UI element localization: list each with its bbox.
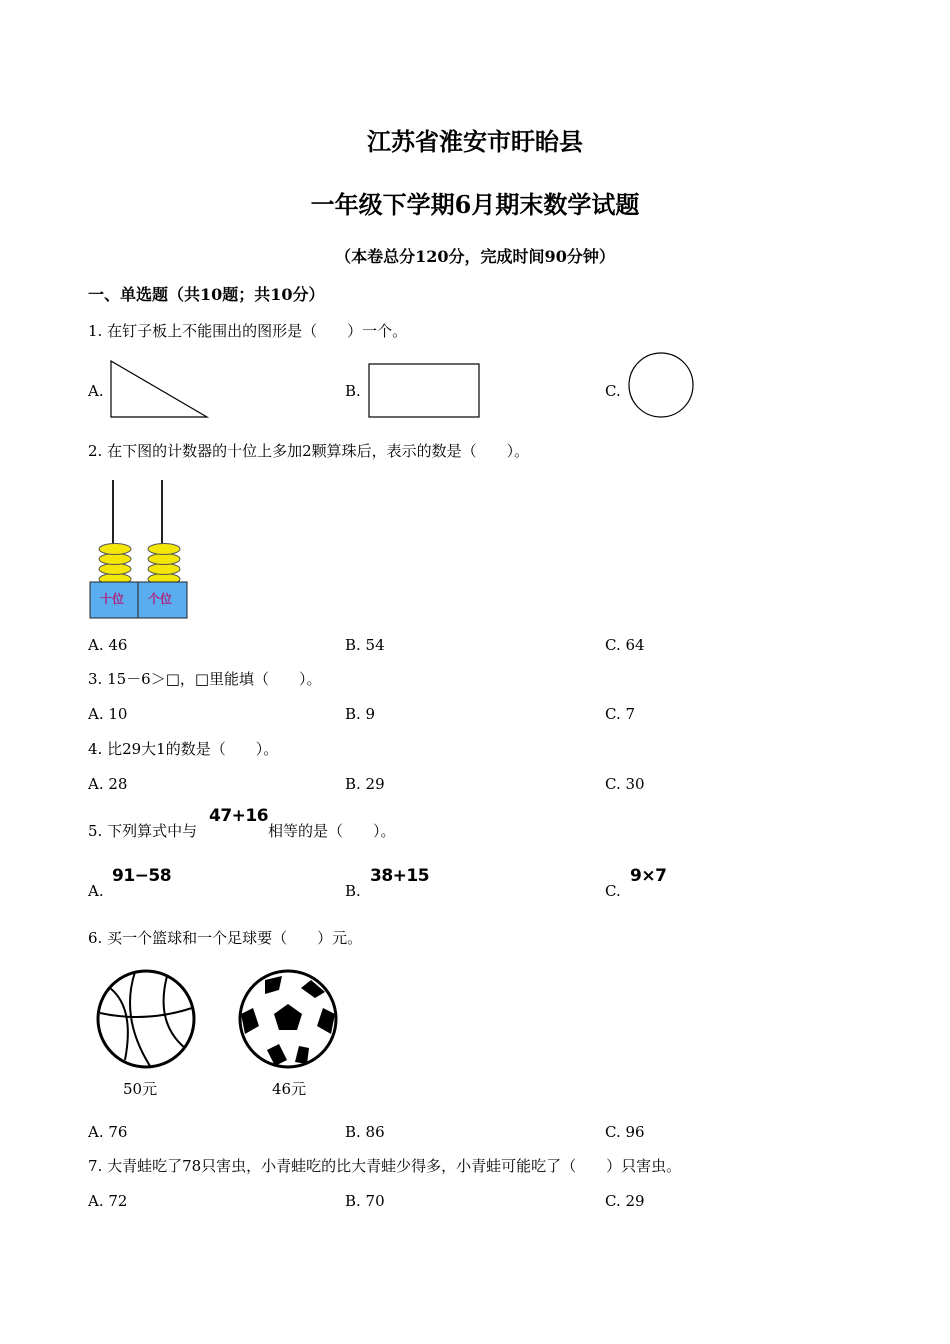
circle-shape xyxy=(627,351,695,419)
title-line-1: 江苏省淮安市盱眙县 xyxy=(367,127,583,156)
q5-expression: 47+16 xyxy=(209,806,269,826)
tens-label: 十位 xyxy=(100,592,125,606)
q5-option-c: C. xyxy=(605,882,621,900)
question-5-prefix: 5. 下列算式中与 xyxy=(88,822,198,840)
question-4: 4. 比29大1的数是（ ）。 xyxy=(88,740,279,758)
q4-option-b: B. 29 xyxy=(345,775,385,793)
question-3: 3. 15－6＞□，□里能填（ ）。 xyxy=(88,670,322,688)
q4-option-a: A. 28 xyxy=(88,775,128,793)
q7-option-a: A. 72 xyxy=(88,1192,128,1210)
q3-option-a: A. 10 xyxy=(88,705,128,723)
rectangle-shape xyxy=(368,363,482,419)
triangle-shape xyxy=(110,360,210,420)
question-7: 7. 大青蛙吃了78只害虫，小青蛙吃的比大青蛙少得多，小青蛙可能吃了（ ）只害虫。 xyxy=(88,1157,682,1175)
q5-option-c-expr: 9×7 xyxy=(630,866,667,886)
q2-option-a: A. 46 xyxy=(88,636,128,654)
basketball-image xyxy=(95,968,197,1070)
q2-option-c: C. 64 xyxy=(605,636,645,654)
football-price: 46元 xyxy=(272,1080,307,1098)
q6-option-b: B. 86 xyxy=(345,1123,385,1141)
q3-option-b: B. 9 xyxy=(345,705,376,723)
ones-label: 个位 xyxy=(148,592,173,606)
title-line-2: 一年级下学期6月期末数学试题 xyxy=(310,190,640,219)
score-note: （本卷总分120分，完成时间90分钟） xyxy=(335,247,615,266)
abacus-image xyxy=(88,478,193,623)
q7-option-c: C. 29 xyxy=(605,1192,645,1210)
q5-option-a: A. xyxy=(88,882,104,900)
q3-option-c: C. 7 xyxy=(605,705,636,723)
q5-option-b: B. xyxy=(345,882,361,900)
q4-option-c: C. 30 xyxy=(605,775,645,793)
question-6: 6. 买一个篮球和一个足球要（ ）元。 xyxy=(88,929,363,947)
q5-option-b-expr: 38+15 xyxy=(370,866,430,886)
q1-option-c: C. xyxy=(605,382,621,400)
q6-option-c: C. 96 xyxy=(605,1123,645,1141)
football-image xyxy=(237,968,339,1070)
question-2: 2. 在下图的计数器的十位上多加2颗算珠后，表示的数是（ ）。 xyxy=(88,442,530,460)
q1-option-b: B. xyxy=(345,382,361,400)
basketball-price: 50元 xyxy=(123,1080,158,1098)
q2-option-b: B. 54 xyxy=(345,636,385,654)
question-5-suffix: 相等的是（ ）。 xyxy=(268,822,396,840)
q6-option-a: A. 76 xyxy=(88,1123,128,1141)
q5-option-a-expr: 91−58 xyxy=(112,866,172,886)
question-1: 1. 在钉子板上不能围出的图形是（ ）一个。 xyxy=(88,322,408,340)
section-heading: 一、单选题（共10题；共10分） xyxy=(88,285,325,304)
q1-option-a: A. xyxy=(88,382,104,400)
q7-option-b: B. 70 xyxy=(345,1192,385,1210)
